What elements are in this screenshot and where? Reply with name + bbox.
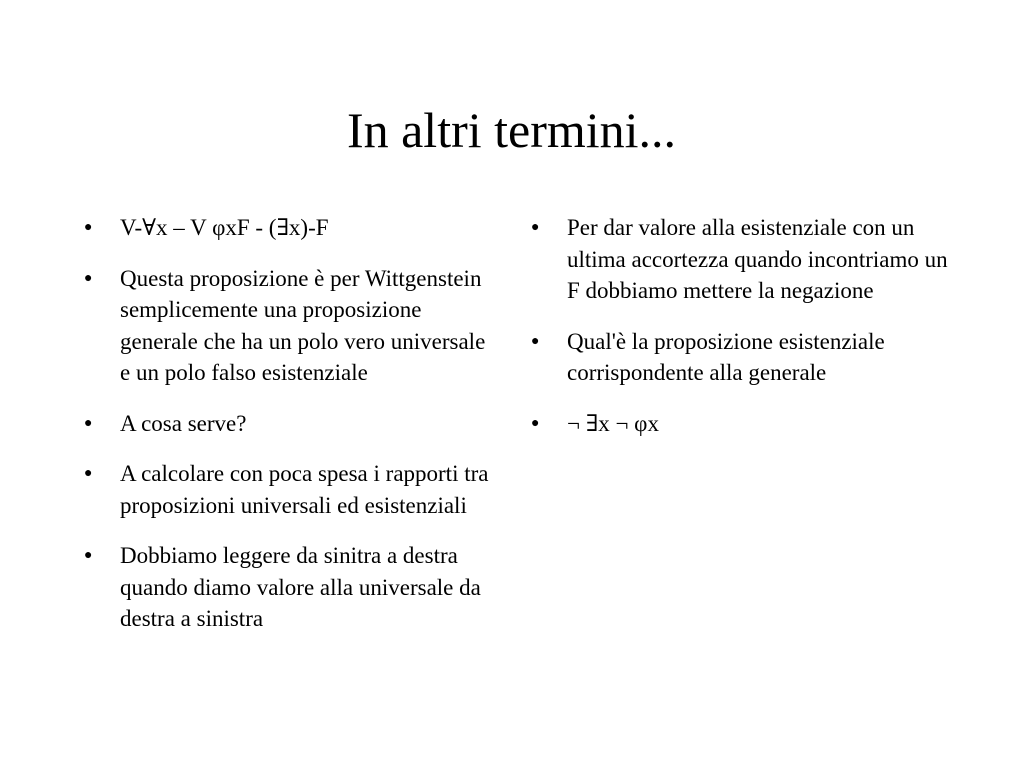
bullet-text: Dobbiamo leggere da sinitra a destra quando diamo valore alla universale da destra a sinistra [120, 543, 481, 631]
bullet-item [531, 212, 951, 307]
bullet-dot-icon: ● [84, 548, 93, 563]
bullet-text: A calcolare con poca spesa i rapporti tra proposizioni universali ed esistenziali [120, 461, 489, 518]
bullet-text: Questa proposizione è per Wittgenstein semplicemente una proposizione generale che ha un polo vero universale e un polo falso esistenziale [120, 265, 486, 385]
bullet-text: V-∀x – V φxF - (∃x)-F [120, 215, 329, 240]
slide-title: In altri termini... [346, 102, 677, 158]
bullet-text: Per dar valore alla esistenziale con un ultima accortezza quando incontriamo un F dobbiamo mettere la negazione [567, 215, 948, 303]
bullet-item [84, 540, 494, 635]
bullet-item [84, 458, 494, 521]
bullet-dot-icon: ● [531, 220, 540, 235]
bullet-dot-icon: ● [84, 415, 93, 431]
bullet-item [531, 408, 951, 440]
bullet-text: ¬ ∃x ¬ φx [567, 410, 659, 436]
bullet-item [84, 212, 494, 244]
bullet-item [84, 408, 494, 440]
bullet-dot-icon: ● [531, 333, 540, 349]
bullet-item [531, 326, 951, 389]
bullet-item [84, 263, 494, 389]
bullet-text: A cosa serve? [120, 410, 247, 436]
bullet-dot-icon: ● [84, 270, 93, 286]
bullet-dot-icon: ● [531, 415, 540, 431]
bullet-dot-icon: ● [84, 466, 93, 481]
bullet-text: Qual'è la proposizione esistenziale corrispondente alla generale [567, 328, 885, 385]
bullet-dot-icon: ● [84, 220, 93, 235]
right-bullet-list [531, 212, 951, 458]
left-bullet-list [84, 212, 494, 654]
